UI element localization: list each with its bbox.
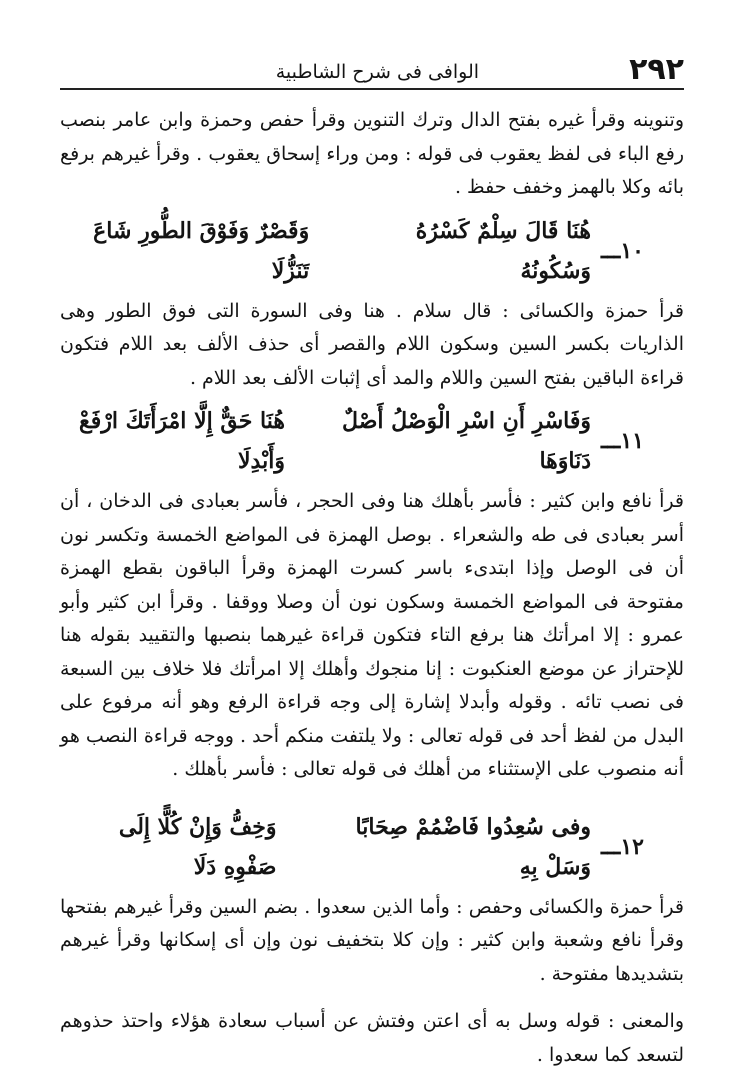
commentary-paragraph-2: قرأ حمزة والكسائى : قال سلام . هنا وفى السورة التى فوق الطور وهى الذاريات بكسر السين وسكون اللام والقصر أى حذف الألف بعد اللام فتكون قراءة الباقين بفتح السين واللام والمد أى إثبات الألف بعد اللام .: [60, 299, 684, 389]
page-header: [60, 48, 684, 90]
verse-10-second-hemistich: وَقَصْرٌ وَفَوْقَ الطُّورِ شَاعَ تَنَزُّلَا: [93, 217, 310, 284]
commentary-paragraph-5: والمعنى : قوله وسل به أى اعتن وفتش عن أسباب سعادة هؤلاء واحتذ حذوهم لتسعد كما سعدوا .: [60, 1010, 684, 1066]
commentary-paragraph-3: قرأ نافع وابن كثير : فأسر بأهلك هنا وفى الحجر ، فأسر بعبادى فى الدخان ، أن أسر بعبادى فى طه والشعراء . بوصل الهمزة فى المواضع الخمسة وتكسر نون أن فى الوصل وإذا ابتدىء باسر كسرت الهمزة وقرأ الباقون بقطع الهمزة مفتوحة فى المواضع الخمسة وسكون نون أن وصلا ووقفا . وقرأ ابن كثير وأبو عمرو : إلا امرأتك هنا برفع التاء فتكون قراءة غيرهما بنصبها والتقييد بقوله هنا للإحتراز عن موضع العنكبوت : إنا منجوك وأهلك إلا امرأتك فلا خلاف بين السبعة فى نصب تائه . وقوله وأبدلا إشارة إلى وجه قراءة الرفع وهو أنه مرفوع على البدل من لفظ أحد فى قوله تعالى : ولا يلتفت منكم أحد . ووجه قراءة النصب هو أنه منصوب على الإستثناء من أهلك فى قوله تعالى : فأسر بأهلك .: [60, 490, 684, 780]
verse-10-first-hemistich: هُنَا قَالَ سِلْمٌ كَسْرُهُ وَسُكُونُهُ: [415, 217, 592, 284]
verse-number-11: ١١ـــ: [601, 428, 644, 454]
verse-12-first-hemistich: وفى سُعِدُوا فَاضْمُمْ صِحَابًا وَسَلْ بِهِ: [355, 813, 592, 880]
verse-10: [60, 211, 684, 291]
verse-12-second-hemistich: وَخِفُّ وَإِنْ كُلًّا إِلَى صَفْوِهِ دَلَا: [118, 813, 277, 880]
verse-11-first-hemistich: وَفَاسْرِ أَنِ اسْرِ الْوَصْلُ أَصْلٌ دَنَاوَهَا: [342, 408, 592, 474]
verse-11: [60, 401, 684, 481]
commentary-paragraph-1: وتنوينه وقرأ غيره بفتح الدال وترك التنوين وقرأ حفص وحمزة وابن عامر بنصب رفع الباء فى لفظ يعقوب فى قوله : ومن وراء إسحاق يعقوب . وقرأ غيرهم برفع بائه وكلا بالهمز وخفف حفظ .: [60, 109, 684, 198]
verse-number-12: ١٢ـــ: [601, 833, 644, 860]
commentary-paragraph-4: قرأ حمزة والكسائى وحفص : وأما الذين سعدوا . بضم السين وقرأ غيرهم بفتحها وقرأ نافع وشعبة وابن كثير : وإن كلا بتخفيف نون وإن أى إسكانها وقرأ غيرهم بتشديدها مفتوحة .: [60, 895, 684, 985]
page-number: ٢٩٢: [629, 52, 684, 87]
verse-number-10: ١٠ـــ: [601, 237, 644, 264]
running-title: الوافى فى شرح الشاطبية: [275, 61, 480, 83]
verse-11-second-hemistich: هُنَا حَقٌّ إِلَّا امْرَأَتَكَ ارْفَعْ وَأَبْدِلَا: [78, 408, 285, 474]
page: [60, 48, 684, 1066]
verse-12: [60, 807, 684, 887]
